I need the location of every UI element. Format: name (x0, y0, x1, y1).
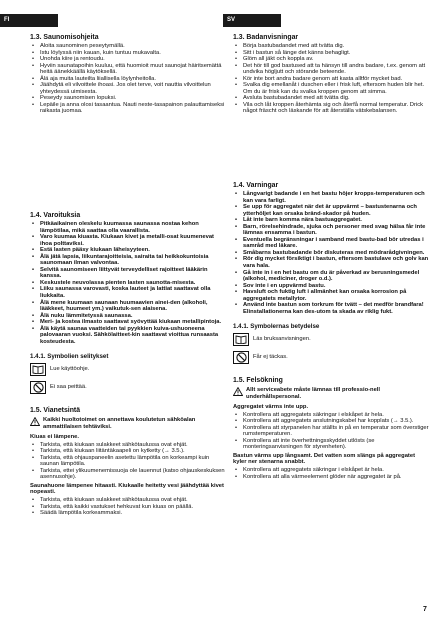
list-item: • Låt inte barn komma nära bastuaggregatet. (233, 217, 429, 224)
section-title-1-5: 1.5. Vianetsintä (30, 406, 81, 414)
list-sauna-instructions (30, 43, 226, 115)
list-item: • Havsluft och fuktig luft i allmänhet kan orsaka korrosion på aggregatets metallytor. (233, 289, 429, 302)
list-item: • Se upp för aggregatet när det är uppvärmt – bastustenarna och ytterhöljet kan orsaka bränd-skador på huden. (233, 204, 429, 217)
list-item: • Kontrollera att aggregatets säkringar i elskåpet är hela. (233, 412, 429, 419)
section-title-1-4: 1.4. Varoituksia (30, 212, 81, 220)
list-item: • Svalka dig emellanåt i duschen eller i frisk luft, eftersom huden blir het. Om du är frisk kan du svalka kroppen genom att simma. (233, 82, 429, 95)
column-sv (233, 34, 429, 480)
symbol-caption: Ei saa peittää. (50, 384, 87, 391)
list-item: • Unohda kiire ja rentoudu. (30, 56, 226, 63)
list-item: • Glöm all jäkt och koppla av. (233, 56, 429, 63)
list-item: • Pitkäaikainen oleskelu kuumassa saunassa nostaa kehon lämpötilaa, mikä saattaa olla vaarallista. (30, 221, 226, 234)
section-title-1-4-1: 1.4.1. Symbolernas betydelse (233, 323, 320, 331)
list-item: • Börja bastubadandet med att tvätta dig. (233, 43, 429, 50)
list-checks (233, 467, 429, 480)
list-item: • Tarkista, ettei ylikuumenemissuoja ole lauennut (katso ohjauskeskuksen asennusohje). (30, 468, 226, 481)
list-warnings (30, 221, 226, 345)
list-item: • Vila och låt kroppen återhämta sig och återfå normal temperatur. Drick något fräscht och läskande för att återställa vätskebalansen. (233, 102, 429, 115)
list-item: • Eventuella begränsningar i samband med bastu-bad bör utredas i samråd med läkare. (233, 237, 429, 250)
list-checks (30, 497, 226, 517)
list-item: • Älä jätä lapsia, liikuntarajoitteisia, sairaita tai heikkokuntoisia saunomaan ilman valvontaa. (30, 254, 226, 267)
book-icon (235, 335, 247, 344)
list-item: • Det hör till god bastused att ta hänsyn till andra badare, t.ex. genom att undvika högljutt och störande beteende. (233, 63, 429, 76)
symbol-row-manual (233, 333, 429, 346)
list-item: • Tarkista, että kaikki vastukset hehkuvat kun kiuas on päällä. (30, 504, 226, 511)
section-title-1-4-1: 1.4.1. Symbolien selitykset (30, 353, 109, 361)
book-icon (32, 365, 44, 374)
no-cover-icon (236, 352, 247, 363)
list-warnings (233, 191, 429, 315)
list-item: • Lepäile ja anna olosi tasaantua. Nauti neste-tasapainon palauttamiseksi raikasta juomaa. (30, 102, 226, 115)
symbol-frame (30, 381, 46, 394)
list-item: • Kontrollera att inte överhettningsskyddet utlösts (se monteringsanvisningen för styrenheten). (233, 438, 429, 451)
list-item: • Sitt i bastun så länge det känns behagligt. (233, 50, 429, 57)
section-title-1-3: 1.3. Badanvisningar (233, 34, 299, 41)
list-item: • Istu löylyssä niin kauan, kuin tuntuu mukavalta. (30, 50, 226, 57)
list-item: • Keskustele neuvolassa pienten lasten saunotta-misesta. (30, 280, 226, 287)
problem-heading: Bastun värms upp långsamt. Det vatten som slängs på aggregatet kyler ner stenarna snabbt. (233, 452, 416, 466)
list-item: • Hyviin saunatapoihin kuuluu, että huomioit muut saunojat häiritsemättä heitä äänekkäällä käytöksellä. (30, 63, 226, 76)
list-item: • Kontrollera att alla värmeelement glöder när aggregatet är på. (233, 474, 429, 481)
list-item: • Tarkista, että kiukaan sulakkeet sähkötaulussa ovat ehjät. (30, 497, 226, 504)
list-item: • Älä aja muita lauteilta liiallisella löylynheitolla. (30, 76, 226, 83)
list-item: • Estä lasten pääsy kiukaan läheisyyteen. (30, 247, 226, 254)
symbol-frame (30, 363, 46, 376)
list-item: • Långvarigt badande i en het bastu höjer kropps-temperaturen och kan vara farligt. (233, 191, 429, 204)
list-item: • Kontrollera att aggregatets anslutningskabel har kopplats (→ 3.5.). (233, 418, 429, 425)
list-item: • Tarkista, että ohjauspaneelin asetettu lämpötila on korkeampi kuin saunan lämpötila. (30, 455, 226, 468)
section-title-1-3: 1.3. Saunomisohjeita (30, 34, 99, 41)
warning-text: Allt serviceabete måste lämnas till professio-nell underhållspersonal. (246, 386, 381, 400)
list-item: • Tarkista, että kiukaan liitäntäkaapeli on kytketty (→ 3.5.). (30, 448, 226, 455)
list-item: • Gå inte in i en het bastu om du är påverkad av berusningsmedel (alkohol, mediciner, droger o.d.). (233, 270, 429, 283)
symbol-row-manual (30, 363, 226, 376)
list-item: • Barn, rörelsehindrade, sjuka och personer med svag hälsa får inte lämnas ensamma i bastun. (233, 224, 429, 237)
list-item: • Meri- ja kostea ilmasto saattavat syövyttää kiukaan metallipintoja. (30, 319, 226, 326)
list-item: • Liiku saunassa varovasti, koska lauteet ja lattiat saattavat olla liukkaita. (30, 286, 226, 299)
list-item: • Jäähdytä eli vilvoittele ihoasi. Jos olet terve, voit nauttia vilvoittelun yhteydessä uimisesta. (30, 82, 226, 95)
warning-triangle-icon (233, 387, 243, 396)
list-item: • Säädä lämpötila korkeammaksi. (30, 510, 226, 517)
list-item: • Sov inte i en uppvärmd bastu. (233, 283, 429, 290)
no-cover-icon (33, 382, 44, 393)
language-tab-fi: FI (0, 14, 58, 27)
list-item: • Selvitä saunomiseen liittyvät terveydelliset rajoitteet lääkärin kanssa. (30, 267, 226, 280)
section-title-1-4: 1.4. Varningar (233, 182, 279, 190)
problem-heading: Kiuas ei lämpene. (30, 434, 79, 441)
language-tab-sv: SV (223, 14, 281, 27)
list-sauna-instructions (233, 43, 429, 115)
list-item: • Kör inte bort andra badare genom att kasta alltför mycket bad. (233, 76, 429, 83)
list-item: • Älä käytä saunaa vaatteiden tai pyykkien kuiva-ushuoneena palovaaran vuoksi. Sähkölaitteet-kin saattavat vioittua runsaasta kosteudesta. (30, 326, 226, 346)
symbol-caption: Får ej täckas. (253, 354, 288, 361)
page-number: 7 (423, 606, 427, 613)
list-checks (30, 442, 226, 481)
warning-triangle-icon (30, 417, 40, 426)
symbol-caption: Läs bruksanvisningen. (253, 336, 311, 343)
list-item: • Rör dig mycket försiktigt i bastun, eftersom bastulave och golv kan vara hala. (233, 256, 429, 269)
section-title-1-5: 1.5. Felsökning (233, 376, 283, 384)
symbol-frame (233, 351, 249, 364)
symbol-row-no-cover (30, 381, 226, 394)
list-item: • Älä mene kuumaan saunaan huumaavien ainei-den (alkoholi, lääkkeet, huumeet ym.) vaikutuk-sen alaisena. (30, 300, 226, 313)
problem-heading: Saunahuone lämpenee hitaasti. Kiukaalle heitetty vesi jäähdyttää kivet nopeasti. (30, 482, 224, 496)
list-item: • Avsluta bastubadandet med att tvätta dig. (233, 95, 429, 102)
list-item: • Varo kuumaa kiuasta. Kiukaan kivet ja metalli-osat kuumenevat ihoa polttaviksi. (30, 234, 226, 247)
list-item: • Peseydy saunomisen lopuksi. (30, 95, 226, 102)
list-item: • Kontrollera att styrpanelen har ställts in på en temperatur som överstiger rumstemperaturen. (233, 425, 429, 438)
list-item: • Använd inte bastun som torkrum för tvätt – det medför brandfara! Elinstallationerna kan des-utom ta skada av riklig fukt. (233, 302, 429, 315)
list-item: • Älä nuku lämmitetyssä saunassa. (30, 313, 226, 320)
symbol-caption: Lue käyttöohje. (50, 366, 90, 373)
list-item: • Kontrollera att aggregatets säkringar i elskåpet är hela. (233, 467, 429, 474)
column-fi (30, 34, 226, 517)
problem-heading: Aggregatet värms inte upp. (233, 404, 309, 411)
service-warning (30, 417, 226, 430)
service-warning (233, 387, 429, 400)
list-item: • Tarkista, että kiukaan sulakkeet sähkötaulussa ovat ehjät. (30, 442, 226, 449)
warning-text: Kaikki huoltotoimet on annettava koulutetun sähköalan ammattilaisen tehtäviksi. (43, 416, 196, 430)
list-checks (233, 412, 429, 451)
list-item: • Småbarns bastubadande bör diskuteras med mödrarådgivningen. (233, 250, 429, 257)
symbol-frame (233, 333, 249, 346)
symbol-row-no-cover (233, 351, 429, 364)
list-item: • Aloita saunominen peseytymällä. (30, 43, 226, 50)
